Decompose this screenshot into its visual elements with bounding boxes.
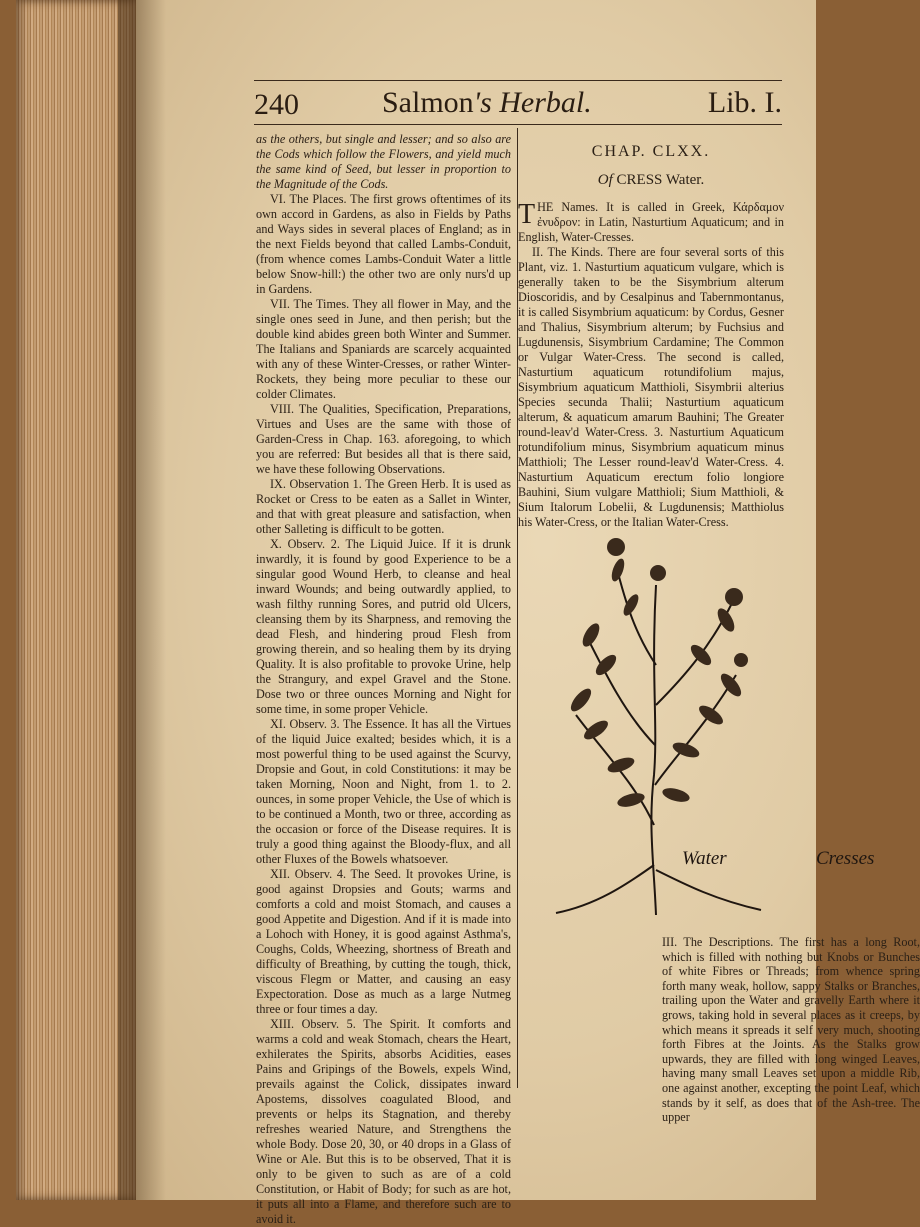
binding-shadow: [118, 0, 166, 1200]
running-header: [254, 82, 782, 125]
header-rule: [254, 80, 782, 81]
paragraph: XII. Observ. 4. The Seed. It provokes Urine, is good against Dropsies and Gouts; warms and comforts a cold and moist Stomach, and causes a good Appetite and Digestion. And if it is made into a Lohoch with Honey, it is good against Asthma's, Coughs, Colds, Wheezing, shortness of Breath and difficulty of Breathing, by cutting the tough, thick, viscous Flegm or Matter, and causing an easy Expectoration. Dose as much as a large Nutmeg three or four times a day.: [256, 867, 511, 1016]
book-label: Lib. I.: [707, 86, 782, 119]
right-column: [518, 132, 784, 530]
chapter-title-prefix: Of: [597, 172, 617, 188]
page-number: 240: [254, 88, 299, 121]
paragraph: II. The Kinds. There are four several sorts of this Plant, viz. 1. Nasturtium aquaticum vulgare, which is generally taken to be the Sisymbrium alterum Dioscoridis, and by Cesalpinus and Tabernmontanus, it is called Sisymbrium aquaticum: by Cordus, Gesner and Thalius, Sisymbrium alterum; by Fuchsius and Lugdunensis, Sisymbrium Cardamine; The Common or Vulgar Water-Cress. The second is called, Nasturtium aquaticum rotundifolium majus, Sisymbrium aquaticum Matthioli, Sisymbrii alterius Species secunda Thalii; Nasturtium aquaticum alterum, & aquaticum amarum Bauhini; The Greater round-leav'd Water-Cress. 3. Nasturtium Aquaticum rotundifolium minus, Sisymbrium aquaticum minus Matthioli; The Lesser round-leav'd Water-Cress. 4. Nasturtium Aquaticum erectum folio longiore Bauhini, Sium vulgare Matthioli; Sium Matthioli, & Sium Italorum Lobelii, & Lugdunensis; Matthiolus his Water-Cress, or the Italian Water-Cress.: [518, 245, 784, 529]
chapter-title: [518, 170, 784, 190]
paragraph: VIII. The Qualities, Specification, Preparations, Virtues and Uses are the same with those of Garden-Cress in Chap. 163. aforegoing, to which you are referred: But besides all that is there said, we have these following Observations.: [256, 402, 511, 476]
descriptions-paragraph: [662, 935, 920, 1125]
paragraph: XIII. Observ. 5. The Spirit. It comforts and warms a cold and weak Stomach, chears the Heart, exhilerates the Spirits, absorbs Acidities, eases Pains and Gripings of the Bowels, expels Wind, prevails against the Colick, dissipates inward Apostems, dissolves coagulated Blood, and prevents or helps its Stagnation, and thereby refreshes wearied Nature, and Strengthens the whole Body. Dose 20, 30, or 40 drops in a Glass of Wine or Ale. But this is to be observed, That it is only to be given to such as are of a cold Constitution, or Habit of Body; for such as are hot, it puts all into a Flame, and therefore such are to avoid it.: [256, 1017, 511, 1226]
caption-cresses: Cresses: [816, 848, 875, 869]
chapter-heading: CHAP. CLXX.: [591, 143, 711, 160]
paragraph: VII. The Times. They all flower in May, and the single ones seed in June, and then perish; but the double kind abides green both Winter and Summer. The Italians and Spaniards are scarcely acquainted with any of these Winter-Cresses, or rather Winter-Rockets, they being more peculiar to these our colder Climates.: [256, 297, 511, 401]
running-title: [382, 86, 592, 120]
water-cress-woodcut: [536, 525, 776, 920]
paragraph: VI. The Places. The first grows oftentimes of its own accord in Gardens, as also in Fields by Paths and Ways sides in several places of England; as in the next Fields beyond that called Lambs-Conduit, (from whence comes Lambs-Conduit Water a little below Snow-hill:) the other two are only nurs'd up in Gardens.: [256, 192, 511, 296]
left-column: [256, 132, 511, 1227]
drop-cap: T: [518, 199, 536, 230]
running-title-author: Salmon: [382, 86, 474, 119]
running-title-work: Herbal.: [499, 86, 592, 119]
paragraph-text: HE Names. It is called in Greek, Κάρδαμον ἐνυδρον: in Latin, Nasturtium Aquaticum; and in English, Water-Cresses.: [518, 200, 784, 244]
paragraph: IX. Observation 1. The Green Herb. It is used as Rocket or Cress to be eaten as a Sallet in Winter, and that with great pleasure and satisfaction, when other Salleting is difficult to be gotten.: [256, 477, 511, 536]
book-page: [136, 0, 920, 1226]
paragraph: X. Observ. 2. The Liquid Juice. If it is drunk inwardly, it is found by good Experience to be a singular good Wound Herb, to cleanse and heal inward Wounds; and being outwardly applied, to wash filthy running Sores, and putrid old Ulcers, cleansing them by its Sharpness, and removing the dead Flesh, and hindering proud Flesh from growing therein, and so healing them by its drying Quality. It is also profitable to provoke Urine, help the Strangury, and expel Gravel and the Stone. Dose two or three ounces Morning and Night for some time, in some proper Vehicle.: [256, 537, 511, 716]
caption-water: Water: [682, 848, 727, 869]
paragraph: XI. Observ. 3. The Essence. It has all the Virtues of the liquid Juice exalted; besides which, it is a most powerful thing to be used against the Scurvy, Dropsie and Gout, in cold Constitutions: it may be taken Morning, Noon and Night, from 1. to 2. ounces, in some proper Vehicle, the Use of which is to be continued a Month, two or three, according as the occasion or force of the Disease requires. It is truly a good thing against the Bloody-flux, and all other Fluxes of the Bowels whatsoever.: [256, 717, 511, 866]
paragraph: as the others, but single and lesser; and so also are the Cods which follow the Flowers, and yield much the same kind of Seed, but lesser in proportion to the Magnitude of the Cods.: [256, 132, 511, 191]
running-title-possessive: 's: [473, 86, 500, 119]
chapter-title-main: CRESS Water.: [616, 172, 705, 188]
paragraph: III. The Descriptions. The first has a long Root, which is filled with nothing but Knobs or Bunches of white Fibres or Threads; from whence spring forth many weak, hollow, sappy Stalks or Branches, trailing upon the Water and gravelly Earth where it grows, taking hold in several places as it creeps, by which means it spreads it self very much, shooting forth Fibres at the Joints. As the Stalks grow upwards, they are filled with long winged Leaves, having many small Leaves set upon a middle Rib, one against another, excepting the point Leaf, which stands by it self, as does that of the Ash-tree. The upper: [662, 935, 920, 1125]
paragraph: [518, 200, 784, 245]
